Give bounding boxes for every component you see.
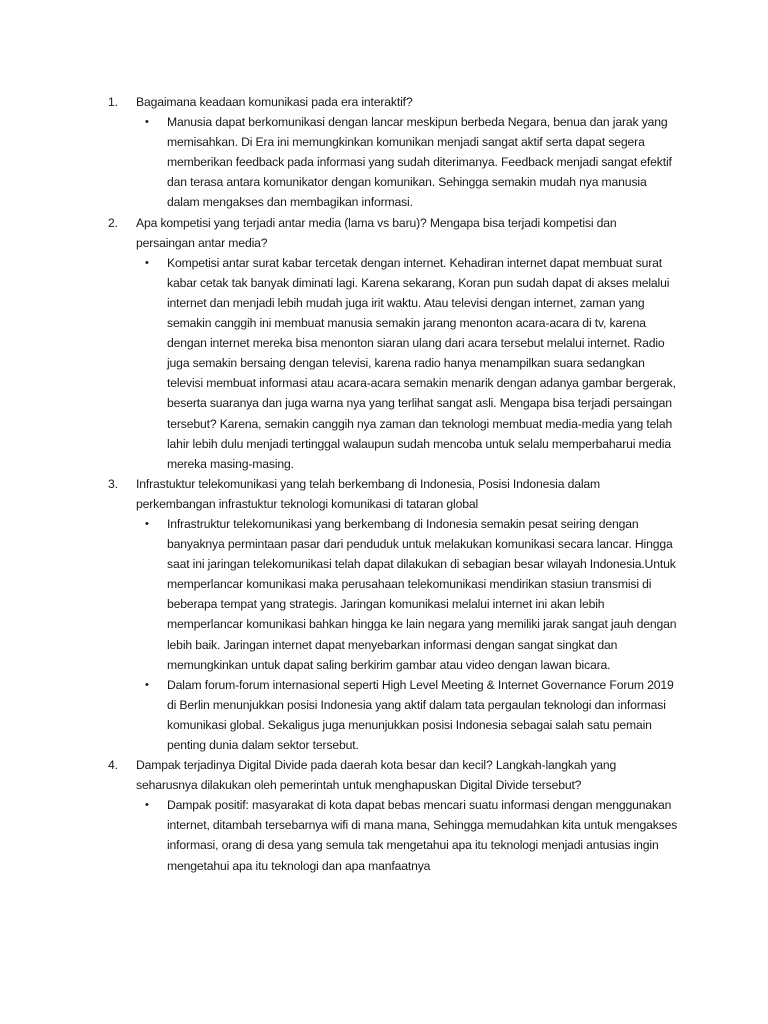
question-1 (108, 92, 678, 112)
bullet-icon: • (145, 116, 149, 129)
answer-text: Dampak positif: masyarakat di kota dapat bebas mencari suatu informasi dengan menggunakan internet, ditambah tersebarnya wifi di mana mana, Sehingga memudahkan kita untuk mengakses informasi, orang di desa yang semula tak mengetahui apa itu teknologi menjadi antusias ingin mengetahui apa itu teknologi dan apa manfaatnya (167, 798, 678, 873)
question-2 (108, 213, 678, 253)
question-text: Apa kompetisi yang terjadi antar media (lama vs baru)? Mengapa bisa terjadi kompetisi dan persaingan antar media? (136, 215, 617, 250)
answer-item (108, 795, 678, 875)
bullet-icon: • (145, 256, 149, 269)
question-text: Dampak terjadinya Digital Divide pada daerah kota besar dan kecil? Langkah-langkah yang seharusnya dilakukan oleh pemerintah untuk menghapuskan Digital Divide tersebut? (136, 758, 617, 793)
answer-list-2 (108, 253, 678, 474)
answer-text: Infrastruktur telekomunikasi yang berkembang di Indonesia semakin pesat seiring dengan banyaknya permintaan pasar dari penduduk untuk melakukan komunikasi secara lancar. Hingga saat ini jaringan telekomunikasi telah dapat dilakukan di sebagian besar wilayah Indonesia.Untuk memperlancar komunikasi maka perusahaan telekomunikasi mendirikan stasiun transmisi di beberapa tempat yang strategis. Jaringan komunikasi melalui internet ini akan lebih memperlancar komunikasi bahkan hingga ke lain negara yang memiliki jarak sangat jauh dengan lebih baik. Jaringan internet dapat menyebarkan informasi dengan sangat singkat dan memungkinkan untuk dapat saling berkirim gambar atau video dengan lawan bicara. (167, 516, 677, 672)
answer-list-1 (108, 112, 678, 212)
bullet-icon: • (145, 799, 149, 812)
answer-item (108, 253, 678, 474)
question-number: 4. (108, 758, 118, 773)
question-3 (108, 474, 678, 514)
question-text: Infrastuktur telekomunikasi yang telah berkembang di Indonesia, Posisi Indonesia dalam perkembangan infrastuktur teknologi komunikasi di tataran global (136, 476, 601, 511)
bullet-icon: • (145, 678, 149, 691)
answer-item (108, 675, 678, 755)
answer-list-3 (108, 514, 678, 755)
answer-text: Kompetisi antar surat kabar tercetak dengan internet. Kehadiran internet dapat membuat surat kabar cetak tak banyak diminati lagi. Karena sekarang, Koran pun sudah dapat di akses melalui internet dan menjadi lebih mudah juga irit waktu. Atau televisi dengan internet, zaman yang semakin canggih ini membuat manusia semakin jarang menonton acara-acara di tv, karena dengan internet mereka bisa menonton siaran ulang dari acara tersebut melalui internet. Radio juga semakin bersaing dengan televisi, karena radio hanya menampilkan suara sedangkan televisi membuat informasi atau acara-acara semakin menarik dengan adanya gambar bergerak, beserta suaranya dan juga warna nya yang terlihat sangat asli. Mengapa bisa terjadi persaingan tersebut? Karena, semakin canggih nya zaman dan teknologi membuat media-media yang telah lahir lebih dulu menjadi tertinggal walaupun sudah mencoba untuk selalu memperbaharui media mereka masing-masing. (167, 255, 676, 471)
answer-item (108, 112, 678, 212)
answer-list-4 (108, 795, 678, 875)
question-number: 2. (108, 215, 118, 230)
answer-item (108, 514, 678, 675)
document-body (108, 92, 678, 876)
question-number: 3. (108, 476, 118, 491)
question-number: 1. (108, 95, 118, 109)
bullet-icon: • (145, 517, 149, 530)
answer-text: Manusia dapat berkomunikasi dengan lancar meskipun berbeda Negara, benua dan jarak yang memisahkan. Di Era ini memungkinkan komunikan menjadi sangat aktif serta dapat segera memberikan feedback pada informasi yang sudah diterimanya. Feedback menjadi sangat efektif dan terasa antara komunikator dengan komunikan. Sehingga semakin mudah nya manusia dalam mengakses dan membagikan informasi. (167, 115, 672, 210)
question-4 (108, 755, 678, 795)
question-text: Bagaimana keadaan komunikasi pada era interaktif? (136, 95, 413, 109)
answer-text: Dalam forum-forum internasional seperti High Level Meeting & Internet Governance Forum 2019 di Berlin menunjukkan posisi Indonesia yang aktif dalam tata pergaulan teknologi dan informasi komunikasi global. Sekaligus juga menunjukkan posisi Indonesia sebagai salah satu pemain penting dunia dalam sektor tersebut. (167, 677, 674, 752)
